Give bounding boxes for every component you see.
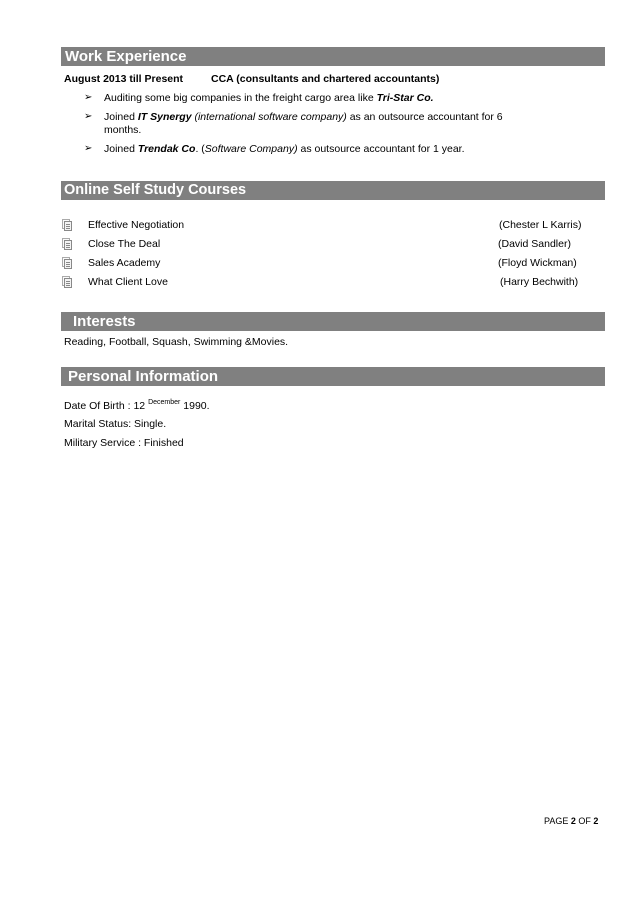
page-number: PAGE 2 OF 2 [544, 816, 599, 826]
work-bullet-2-cont: months. [104, 124, 142, 136]
course-author: (Harry Bechwith) [500, 276, 579, 288]
document-icon [64, 259, 72, 269]
work-period: August 2013 till Present [64, 73, 184, 85]
course-author: (Floyd Wickman) [498, 257, 577, 269]
course-title: Effective Negotiation [88, 219, 185, 231]
document-icon [64, 221, 72, 231]
date-of-birth: Date Of Birth : 12 $^{December}$ 1990. [64, 399, 210, 412]
work-bullet-2: Joined IT Synergy (international software company) as an outsource accountant for 6 [104, 111, 503, 123]
course-title: Close The Deal [88, 238, 161, 250]
document-icon [64, 240, 72, 250]
arrow-bullet-icon: ➢ [84, 143, 93, 154]
marital-status: Marital Status: Single. [64, 418, 167, 430]
personal-info-header: Personal Information [61, 367, 605, 386]
interests-header: Interests [61, 312, 605, 331]
interests-text: Reading, Football, Squash, Swimming &Movies. [64, 336, 289, 348]
work-bullet-3: Joined Trendak Co. (Software Company) as outsource accountant for 1 year. [104, 143, 465, 155]
work-bullet-1: Auditing some big companies in the freight cargo area like Tri-Star Co. [104, 92, 434, 104]
course-author: (David Sandler) [498, 238, 571, 250]
document-icon [64, 278, 72, 288]
military-service: Military Service : Finished [64, 437, 184, 449]
course-author: (Chester L Karris) [499, 219, 582, 231]
work-experience-header: Work Experience [61, 47, 605, 66]
course-title: Sales Academy [88, 257, 161, 269]
work-company: CCA (consultants and chartered accountants) [211, 73, 440, 85]
courses-header: Online Self Study Courses [61, 181, 605, 200]
arrow-bullet-icon: ➢ [84, 92, 93, 103]
arrow-bullet-icon: ➢ [84, 111, 93, 122]
course-title: What Client Love [88, 276, 168, 288]
